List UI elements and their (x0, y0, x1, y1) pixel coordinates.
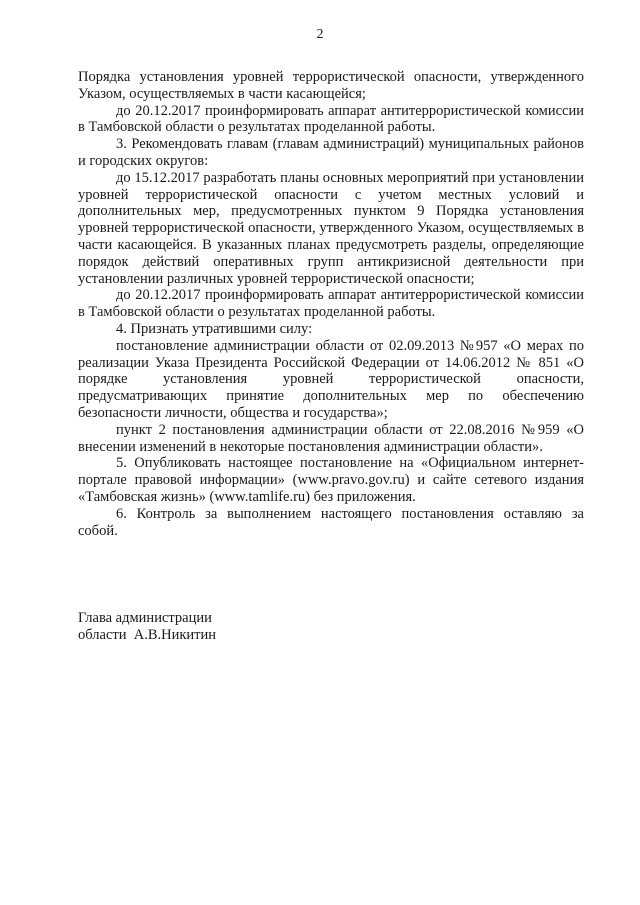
signature-title: Глава администрации (78, 610, 212, 626)
paragraph: постановление администрации области от 02.09.2013 №957 «О мерах по реализации Указа Президента Российской Федерации от 14.06.2012 № 851 «О порядке установления уровней террористической опасности, предусматривающих принятие дополнительных мер по обеспечению безопасности личности, общества и государства»; (78, 337, 584, 421)
signature-block (78, 610, 216, 643)
paragraph: Порядка установления уровней террористической опасности, утвержденного Указом, осуществляемых в части касающейся; (78, 69, 584, 102)
paragraph: 6. Контроль за выполнением настоящего постановления оставляю за собой. (78, 505, 584, 539)
paragraph: 4. Признать утратившими силу: (116, 320, 313, 337)
paragraph: 5. Опубликовать настоящее постановление на «Официальном интернет-портале правовой информации» (www.pravo.gov.ru) и сайте сетевого издания «Тамбовская жизнь» (www.tamlife.ru) без приложения. (78, 455, 584, 505)
paragraph: до 15.12.2017 разработать планы основных мероприятий при установлении уровней террористической опасности с учетом местных условий и дополнительных мер, предусмотренных пунктом 9 Порядка установления уровней террористической опасности, утвержденного Указом, осуществляемых в части касающейся. В указанных планах предусмотреть разделы, определяющие порядок действий оперативных групп антикризисной деятельности при установлении различных уровней террористической опасности; (78, 169, 584, 287)
document-body (78, 69, 584, 539)
page-number: 2 (316, 27, 324, 42)
paragraph: до 20.12.2017 проинформировать аппарат антитеррористической комиссии в Тамбовской области о результатах проделанной работы. (78, 287, 584, 321)
paragraph: до 20.12.2017 проинформировать аппарат антитеррористической комиссии в Тамбовской области о результатах проделанной работы. (78, 102, 584, 136)
paragraph: пункт 2 постановления администрации области от 22.08.2016 №959 «О внесении изменений в некоторые постановления администрации области». (78, 421, 584, 455)
signature-name: области А.В.Никитин (78, 626, 217, 643)
paragraph: 3. Рекомендовать главам (главам администраций) муниципальных районов и городских округов: (78, 136, 584, 169)
